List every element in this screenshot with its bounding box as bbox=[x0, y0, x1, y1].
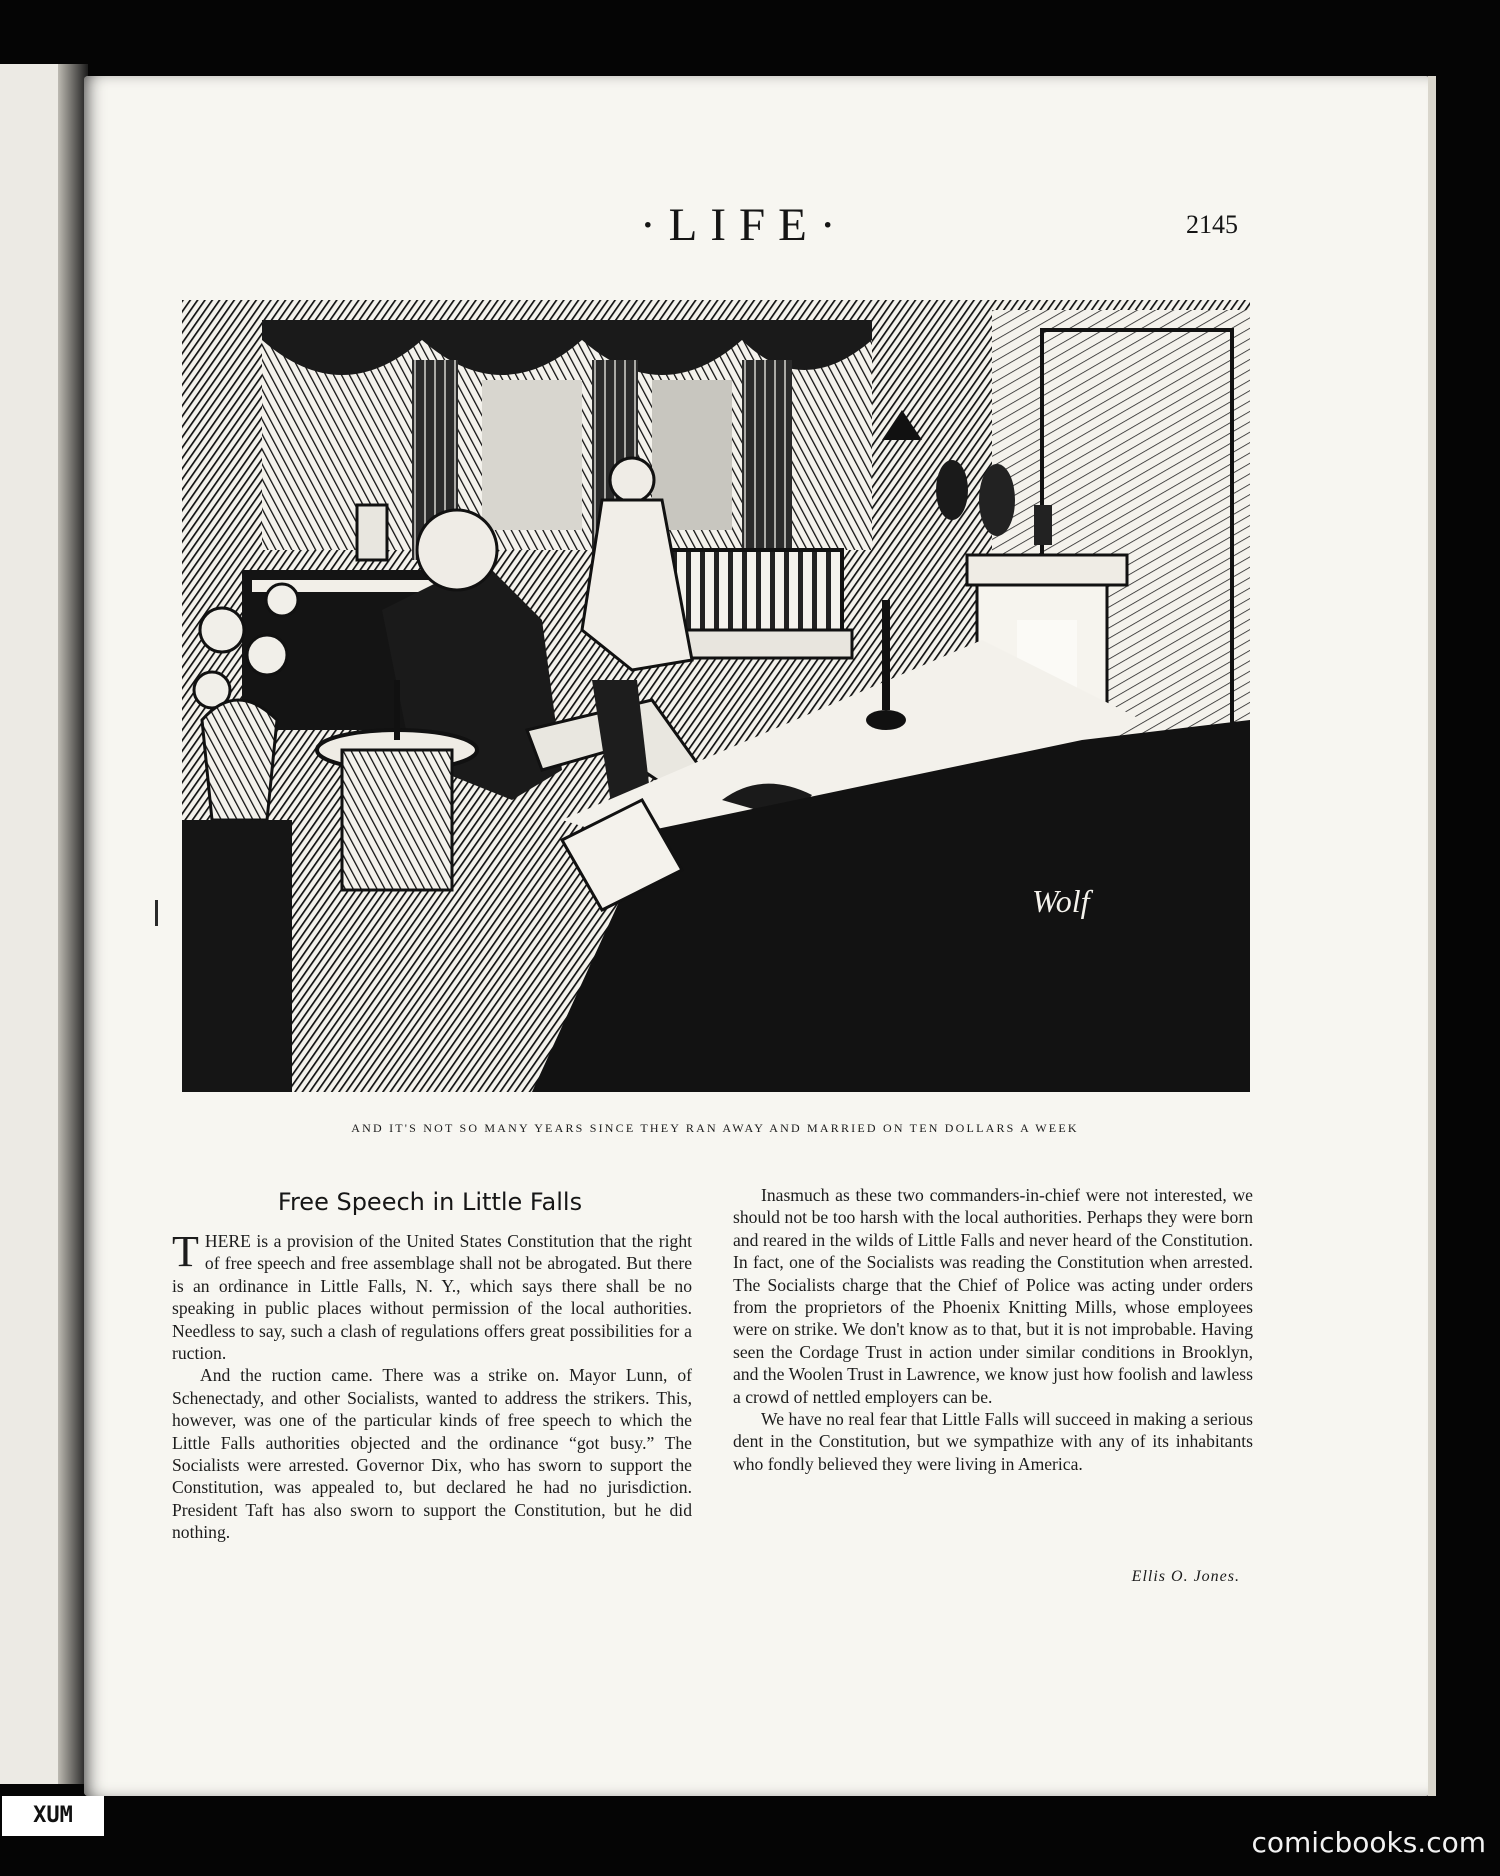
margin-mark bbox=[155, 900, 158, 926]
masthead-title: ·LIFE· bbox=[640, 199, 849, 251]
window-drapes bbox=[262, 320, 872, 570]
article-column-right bbox=[733, 1184, 1253, 1475]
article-paragraph-1 bbox=[172, 1227, 692, 1364]
cartoon-illustration bbox=[182, 300, 1250, 1092]
artist-signature: Wolf bbox=[1032, 883, 1090, 919]
page-number: 2145 bbox=[1186, 210, 1238, 239]
article-title: Free Speech in Little Falls bbox=[277, 1188, 583, 1216]
scan-label: XUM bbox=[2, 1796, 104, 1836]
page-edge bbox=[1428, 76, 1436, 1796]
article-column-left bbox=[172, 1227, 692, 1544]
illustration-caption: AND IT'S NOT SO MANY YEARS SINCE THEY RAN AWAY AND MARRIED ON TEN DOLLARS A WEEK bbox=[351, 1121, 1079, 1135]
site-watermark: comicbooks.com bbox=[1251, 1826, 1486, 1859]
author-byline: Ellis O. Jones. bbox=[1131, 1568, 1240, 1585]
article-paragraph-3: Inasmuch as these two commanders-in-chief were not interested, we should not be too harsh with the local authorities. Perhaps they were born and reared in the wilds of Little Falls and never heard of the Constitution. In fact, one of the Socialists was reading the Constitution when arrested. The Socialists charge that the Chief of Police was acting under orders from the proprietors of the Phoenix Knitting Mills, whose employees were on strike. We don't know as to that, but it is not improbable. Having seen the Cordage Trust in action under similar conditions in Brooklyn, and the Woolen Trust in Lawrence, we know just how foolish and lawless a crowd of nettled employers can be. bbox=[733, 1185, 1253, 1407]
article-paragraph-2: And the ruction came. There was a strike on. Mayor Lunn, of Schenectady, and other Socialists, wanted to address the strikers. This, however, was one of the particular kinds of free speech to which the Little Falls authorities objected and the ordinance “got busy.” The Socialists were arrested. Governor Dix, who has sworn to support the Constitution, was appealed to, but declared he had no jurisdiction. President Taft has also sworn to support the Constitution, but he did nothing. bbox=[172, 1365, 692, 1543]
drop-cap: T bbox=[172, 1227, 199, 1276]
paragraph-1-text: HERE is a provision of the United States Constitution that the right of free speech and free assemblage shall not be abrogated. But there is an ordinance in Little Falls, N. Y., which says there shall be no speaking in public places without permission of the local authorities. Needless to say, such a clash of regulations offers great possibilities for a ruction. bbox=[172, 1231, 692, 1364]
article-paragraph-4: We have no real fear that Little Falls will succeed in making a serious dent in the Constitution, but we sympathize with any of its inhabitants who fondly believed they were living in America. bbox=[733, 1409, 1253, 1474]
